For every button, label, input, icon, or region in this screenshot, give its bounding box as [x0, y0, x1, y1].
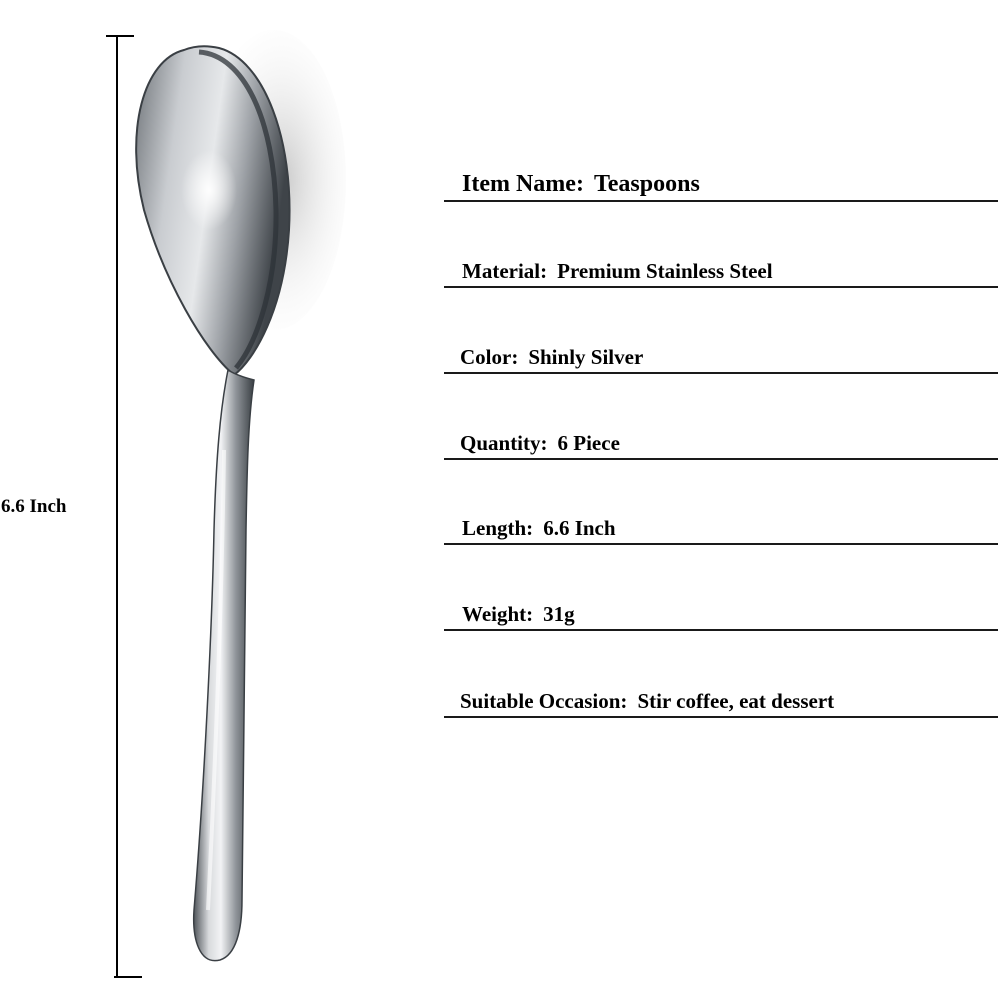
spec-label: Quantity: — [460, 431, 548, 455]
spec-value: Teaspoons — [593, 171, 700, 197]
spec-label: Suitable Occasion: — [460, 689, 628, 713]
spec-label: Item Name: — [462, 171, 584, 197]
spec-row-length — [444, 503, 998, 545]
spec-value: Stir coffee, eat dessert — [637, 689, 835, 713]
spec-label: Weight: — [462, 602, 534, 626]
spec-value: 6 Piece — [557, 431, 620, 455]
spec-label: Material: — [462, 259, 548, 283]
spec-row-color — [444, 332, 998, 374]
spec-label: Color: — [460, 345, 519, 369]
spec-row-material — [444, 246, 998, 288]
spec-value: 31g — [543, 602, 575, 626]
dimension-cap-bottom — [114, 976, 142, 978]
spec-row-quantity — [444, 418, 998, 460]
spec-row-item-name — [444, 160, 998, 202]
spec-value: Premium Stainless Steel — [557, 259, 773, 283]
dimension-line — [116, 36, 118, 978]
spec-row-suitable-occasion — [444, 676, 998, 718]
teaspoon-icon — [124, 30, 354, 970]
spec-value: Shinly Silver — [528, 345, 644, 369]
spec-row-weight — [444, 589, 998, 631]
dimension-label: 6.6 Inch — [1, 496, 67, 517]
spec-value: 6.6 Inch — [543, 516, 616, 540]
spec-label: Length: — [462, 516, 534, 540]
